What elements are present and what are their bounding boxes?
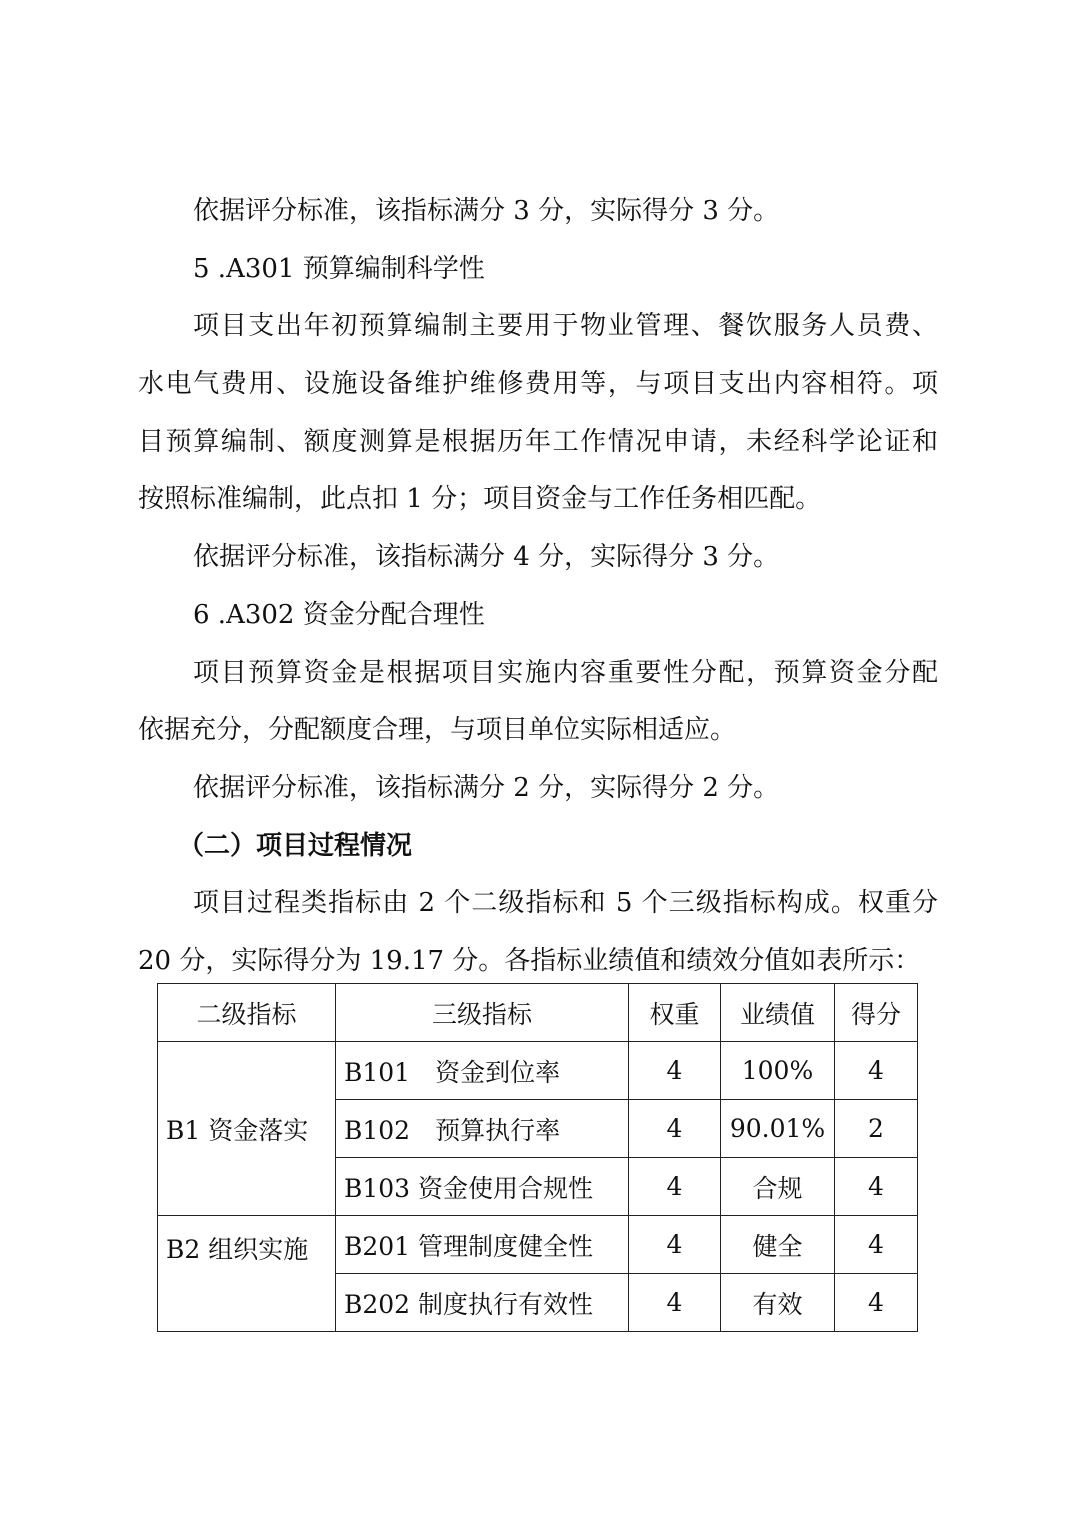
indicator-table bbox=[157, 983, 918, 1332]
cell: 4 bbox=[629, 1042, 721, 1100]
cell: 4 bbox=[835, 1216, 918, 1274]
cell: 4 bbox=[629, 1216, 721, 1274]
header-cell: 二级指标 bbox=[158, 984, 336, 1042]
cell: 4 bbox=[835, 1158, 918, 1216]
cell: 4 bbox=[835, 1042, 918, 1100]
cell: 有效 bbox=[721, 1274, 835, 1332]
cell: 健全 bbox=[721, 1216, 835, 1274]
group-cell: B1 资金落实 bbox=[158, 1042, 336, 1216]
paragraph-line: 水电气费用、设施设备维护维修费用等，与项目支出内容相符。项 bbox=[138, 369, 938, 400]
score-note-a: 依据评分标准，该指标满分 3 分，实际得分 3 分。 bbox=[193, 196, 780, 226]
score-note-b: 依据评分标准，该指标满分 4 分，实际得分 3 分。 bbox=[193, 542, 780, 573]
table-header-row bbox=[158, 984, 918, 1042]
header-cell: 权重 bbox=[629, 984, 721, 1042]
section-a301-title: 5 .A301 预算编制科学性 bbox=[193, 253, 485, 284]
header-cell: 得分 bbox=[835, 984, 918, 1042]
paragraph-line: 按照标准编制，此点扣 1 分；项目资金与工作任务相匹配。 bbox=[138, 484, 822, 515]
paragraph-line: 项目预算资金是根据项目实施内容重要性分配，预算资金分配 bbox=[193, 657, 938, 688]
document-body bbox=[138, 183, 938, 991]
cell: 合规 bbox=[721, 1158, 835, 1216]
cell: 4 bbox=[629, 1100, 721, 1158]
paragraph-line: 20 分，实际得分为 19.17 分。各指标业绩值和绩效分值如表所示： bbox=[138, 945, 921, 976]
cell: 100% bbox=[721, 1042, 835, 1100]
cell: B201 管理制度健全性 bbox=[336, 1216, 629, 1274]
cell: 2 bbox=[835, 1100, 918, 1158]
table-row bbox=[158, 1216, 918, 1274]
group-cell: B2 组织实施 bbox=[158, 1216, 336, 1332]
cell: 4 bbox=[629, 1158, 721, 1216]
header-cell: 三级指标 bbox=[336, 984, 629, 1042]
cell: B202 制度执行有效性 bbox=[336, 1274, 629, 1332]
score-note-c: 依据评分标准，该指标满分 2 分，实际得分 2 分。 bbox=[193, 772, 780, 803]
table-row bbox=[158, 1042, 918, 1100]
paragraph-line: 项目支出年初预算编制主要用于物业管理、餐饮服务人员费、 bbox=[193, 311, 938, 342]
paragraph-line: 目预算编制、额度测算是根据历年工作情况申请，未经科学论证和 bbox=[138, 426, 938, 457]
cell: 4 bbox=[629, 1274, 721, 1332]
header-cell: 业绩值 bbox=[721, 984, 835, 1042]
section-heading: （二）项目过程情况 bbox=[178, 830, 413, 861]
cell: B101 资金到位率 bbox=[336, 1042, 629, 1100]
cell: B103 资金使用合规性 bbox=[336, 1158, 629, 1216]
paragraph-line: 项目过程类指标由 2 个二级指标和 5 个三级指标构成。权重分 bbox=[193, 888, 938, 919]
section-a302-title: 6 .A302 资金分配合理性 bbox=[193, 599, 485, 630]
cell: B102 预算执行率 bbox=[336, 1100, 629, 1158]
cell: 4 bbox=[835, 1274, 918, 1332]
cell: 90.01% bbox=[721, 1100, 835, 1158]
paragraph-line: 依据充分，分配额度合理，与项目单位实际相适应。 bbox=[138, 715, 737, 746]
